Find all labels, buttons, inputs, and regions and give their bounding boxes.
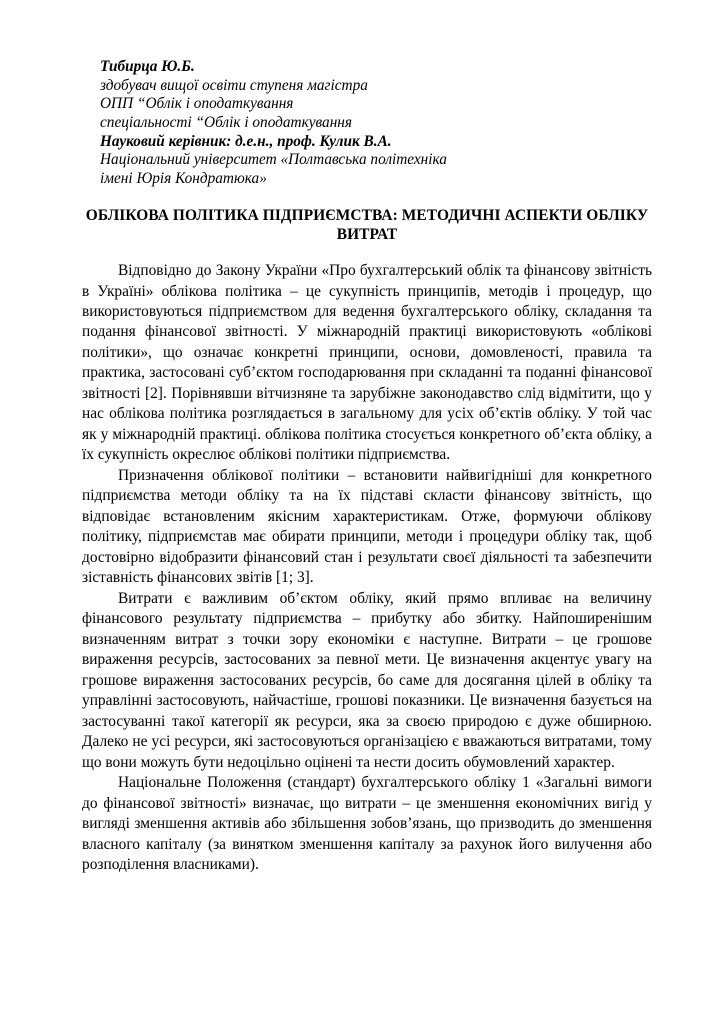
page-title: ОБЛІКОВА ПОЛІТИКА ПІДПРИЄМСТВА: МЕТОДИЧНІ АСПЕКТИ ОБЛІКУ ВИТРАТ xyxy=(85,206,649,244)
paragraph: Національне Положення (стандарт) бухгалтерського обліку 1 «Загальні вимоги до фінансової звітності» визначає, що витрати – це зменшення економічних вигід у вигляді зменшення активів або збільшення зобов’язань, що призводить до зменшення власного капіталу (за винятком зменшення капіталу за рахунок його вилучення або розподілення власниками). xyxy=(82,774,652,874)
supervisor: Науковий керівник: д.е.н., проф. Кулик В.А. xyxy=(100,132,392,150)
author-speciality: спеціальності “Облік і оподаткування xyxy=(100,113,352,131)
paragraph: Витрати є важливим об’єктом обліку, який прямо впливає на величину фінансового результату підприємства – прибутку або збитку. Найпоширенішим визначенням витрат з точки зору економіки є наступне. Витрати – це грошове вираження ресурсів, застосованих за певної мети. Це визначення акцентує увагу на грошове вираження застосованих ресурсів, бо саме для досягання цілей в обліку та управлінні застосовують, найчастіше, грошові показники. Це визначення базується на застосуванні такої категорії як ресурси, яка за своєю природою є дуже обширною. Далеко не усі ресурси, які застосовуються організацією є вважаються витратами, тому що вони можуть бути недоцільно оцінені та нести досить обумовлений характер. xyxy=(82,589,652,771)
article-body xyxy=(82,261,652,876)
author-program: ОПП “Облік і оподаткування xyxy=(100,95,294,113)
paragraph: Призначення облікової політики – встановити найвигідніші для конкретного підприємства методи обліку та на їх підставі скласти фінансову звітність, що відповідає встановленим якісним характеристикам. Отже, формуючи облікову політику, підприємстав має обирати принципи, методи і процедури обліку так, щоб достовірно відобразити фінансовий стан і результати своєї діяльності та забезпечити зіставність фінансових звітів [1; 3]. xyxy=(82,466,652,587)
author-degree: здобувач вищої освіти ступеня магістра xyxy=(100,76,368,94)
author-name: Тибирца Ю.Б. xyxy=(100,58,195,75)
author-affiliation-block xyxy=(100,58,652,189)
paragraph: Відповідно до Закону України «Про бухгалтерський облік та фінансову звітність в Україні» облікова політика – це сукупність принципів, методів і процедур, що використовуються підприємством для ведення бухгалтерського обліку, складання та подання фінансової звітності. У міжнародній практиці використовують «облікові політики», що означає конкретні принципи, основи, домовленості, правила та практика, застосовані суб’єктом господарювання при складанні та поданні фінансової звітності [2]. Порівнявши вітчизняне та зарубіжне законодавство слід відмітити, що у нас облікова політика розглядається в загальному для усіх об’єктів обліку. У той час як у міжнародній практиці. облікова політика стосується конкретного об’єкта обліку, а їх сукупність окреслює облікові політики підприємства. xyxy=(82,262,652,464)
university-line-2: імені Юрія Кондратюка» xyxy=(100,169,267,187)
university-line-1: Національний університет «Полтавська політехніка xyxy=(100,151,447,169)
